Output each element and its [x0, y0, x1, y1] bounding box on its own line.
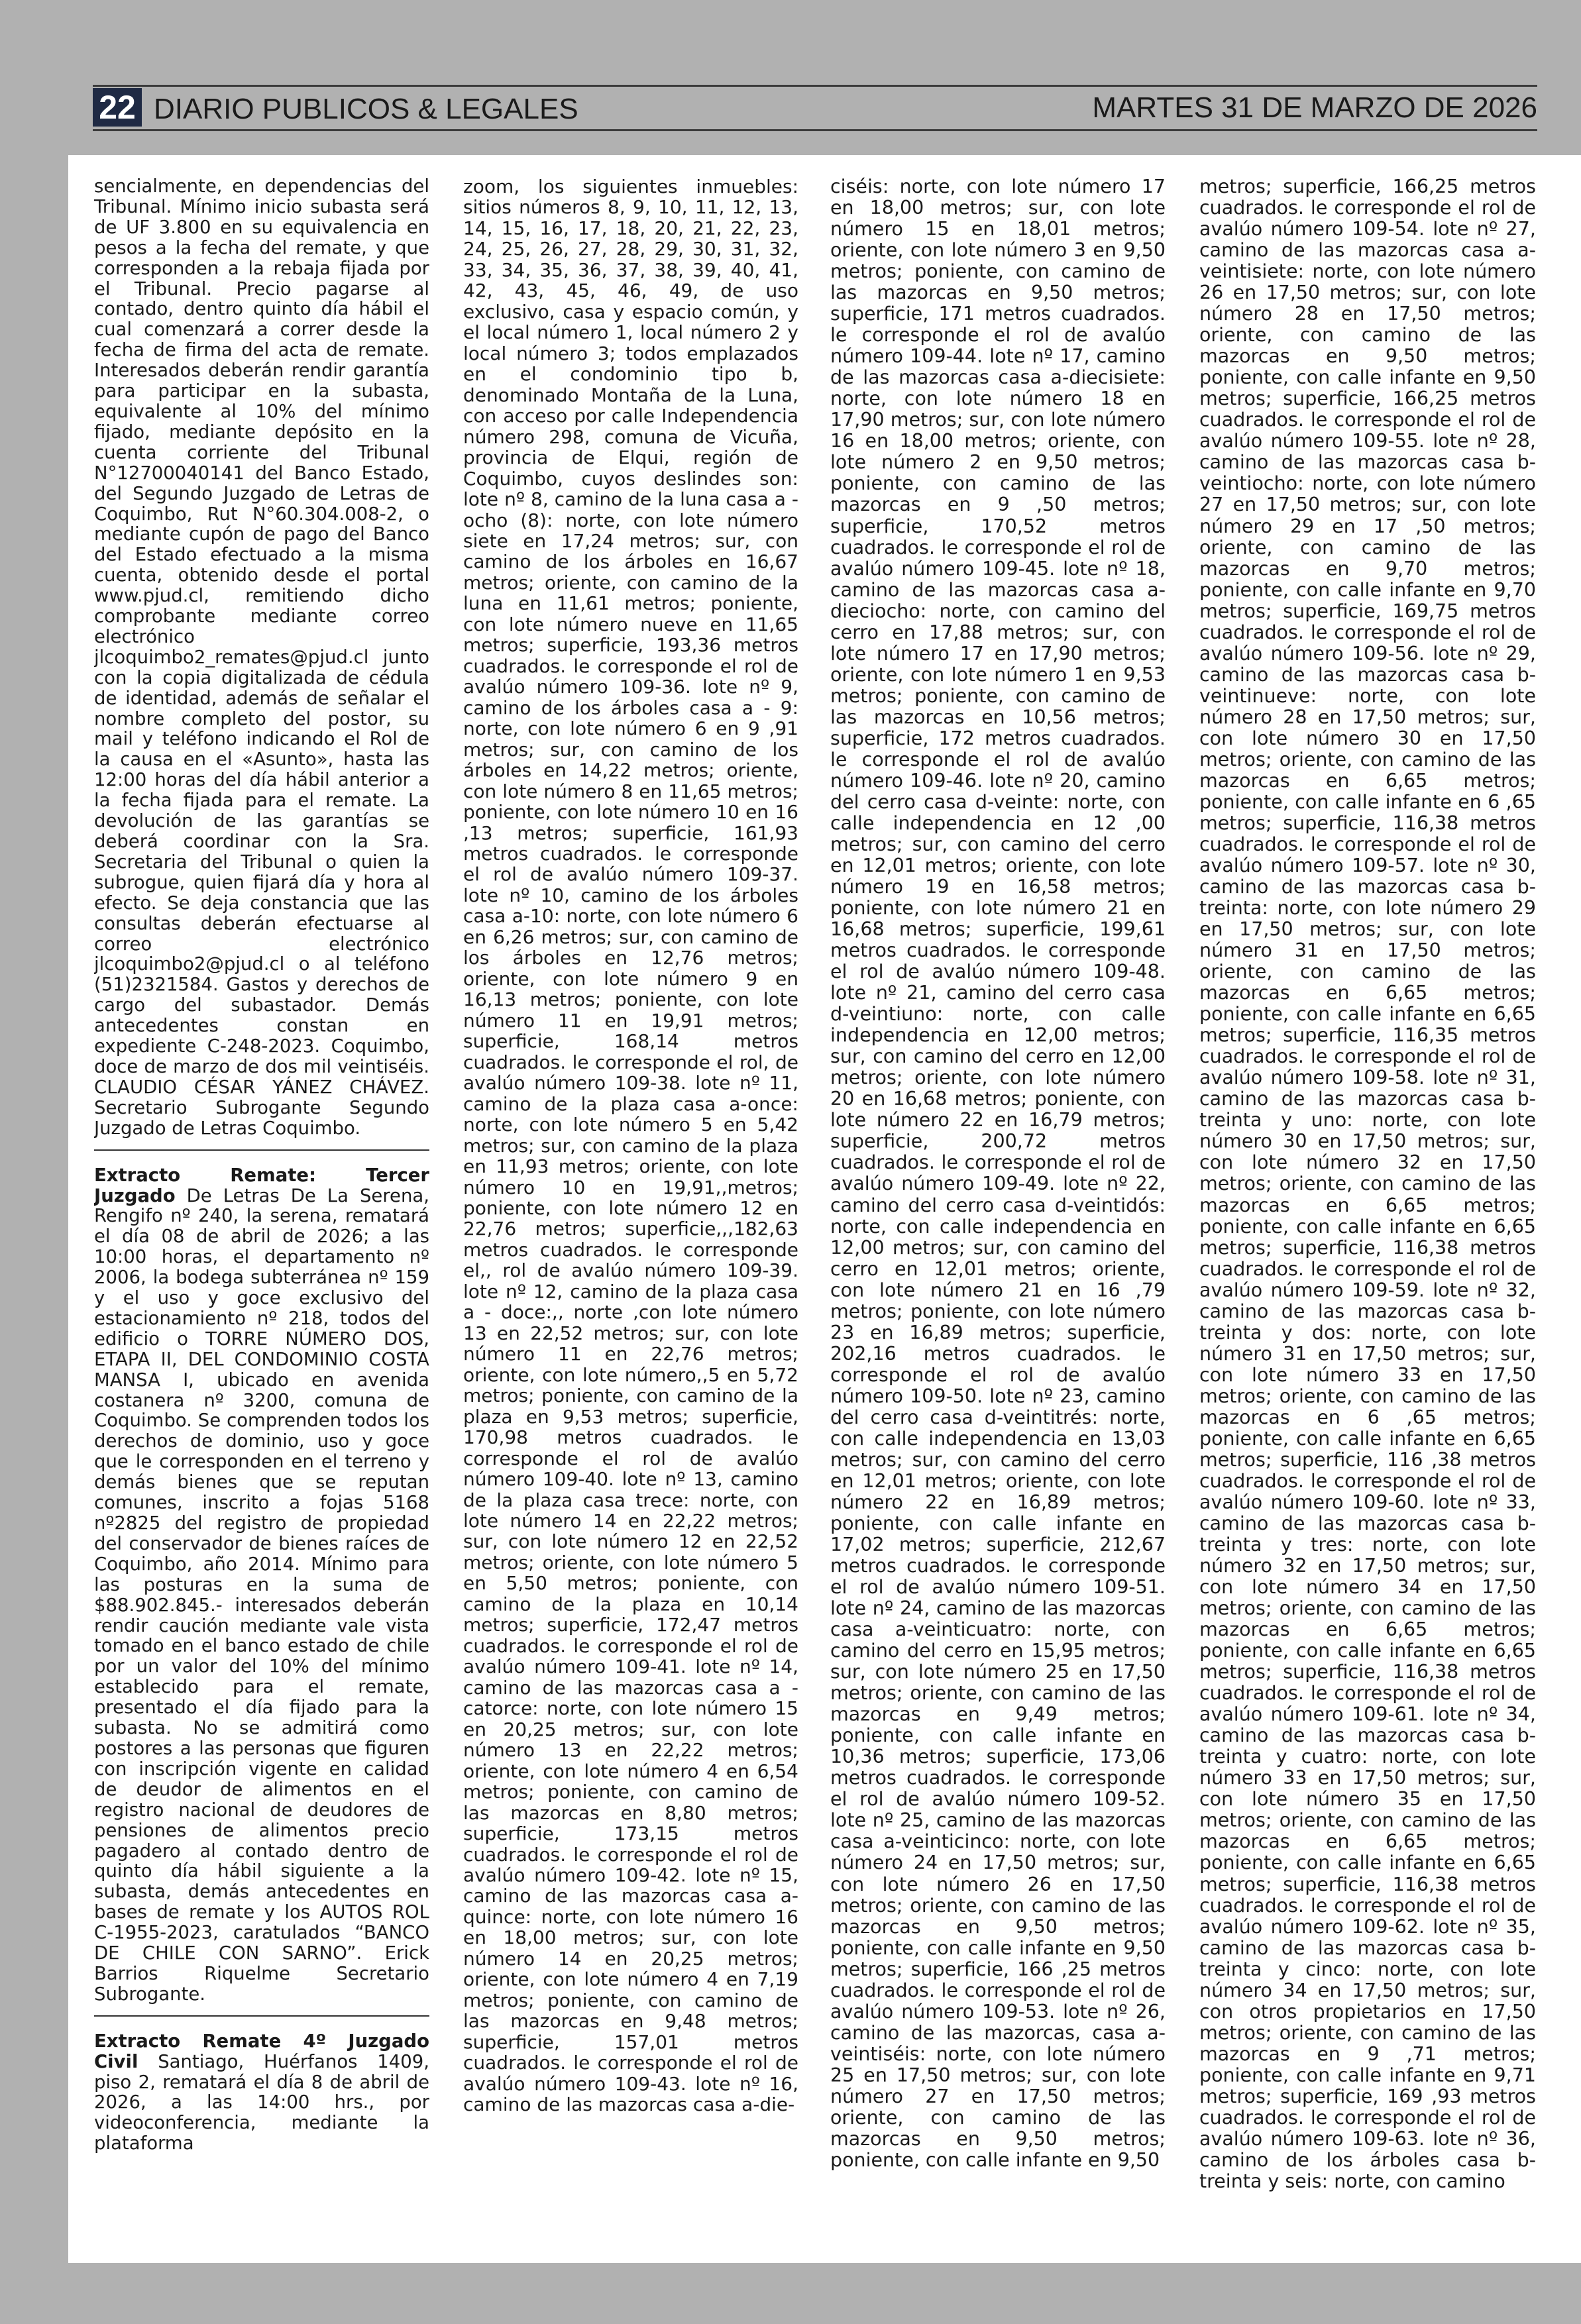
notice-divider: [94, 1149, 429, 1151]
column-2: [463, 176, 798, 2115]
notice-3: [94, 2031, 429, 2154]
page-number: 22: [93, 88, 142, 127]
notice-2-body: De Letras De La Serena, Rengifo nº 240, la serena, rematará el día 08 de abril de 2026; a las 10:00 horas, el departamento nº 2006, la bodega subterránea nº 159 y el uso y goce exclusivo del estacionamiento nº 218, todos del edificio o TORRE NÚMERO DOS, ETAPA II, DEL CONDOMINIO COSTA MANSA I, ubicado en avenida costanera nº 3200, comuna de Coquimbo. Se comprenden todos los derechos de dominio, uso y goce que le corresponden en el terreno y demás bienes que se reputan comunes, inscrito a fojas 5168 nº2825 del registro de propiedad del conservador de bienes raíces de Coquimbo, año 2014. Mínimo para las posturas en la suma de $88.902.845.- interesados deberán rendir caución mediante vale vista tomado en el banco estado de chile por un valor del 10% del mínimo establecido para el remate, presentado el día fijado para la subasta. No se admitirá como postores a las personas que figuren con inscripción vigente en calidad de deudor de alimentos en el registro nacional de deudores de pensiones de alimentos precio pagadero al contado dentro de quinto día hábil siguiente a la subasta, demás antecedentes en bases de remate y los AUTOS ROL C-1955-2023, caratulados “BANCO DE CHILE CON SARNO”. Erick Barrios Riquelme Secretario Subrogante.: [94, 1185, 429, 2005]
notice-3-heading: Extracto Remate 4º Juzgado Civil: [94, 2030, 429, 2072]
publication-date: MARTES 31 DE MARZO DE 2026: [1092, 91, 1537, 124]
notice-3-body-part-4: metros; superficie, 166,25 metros cuadrados. le corresponde el rol de avalúo número 109-54. lote nº 27, camino de las mazorcas casa a-veintisiete: norte, con lote número 26 en 17,50 metros; sur, con lote número 28 en 17,50 metros; oriente, con camino de las mazorcas en 9,50 metros; poniente, con calle infante en 9,50 metros; superficie, 166,25 metros cuadrados. le corresponde el rol de avalúo número 109-55. lote nº 28, camino de las mazorcas casa b-veintiocho: norte, con lote número 27 en 17,50 metros; sur, con lote número 29 en 17 ,50 metros; oriente, con camino de las mazorcas en 9,70 metros; poniente, con calle infante en 9,70 metros; superficie, 169,75 metros cuadrados. le corresponde el rol de avalúo número 109-56. lote nº 29, camino de las mazorcas casa b-veintinueve: norte, con lote número 28 en 17,50 metros; sur, con lote número 30 en 17,50 metros; oriente, con camino de las mazorcas en 6,65 metros; poniente, con calle infante en 6 ,65 metros; superficie, 116,38 metros cuadrados. le corresponde el rol de avalúo número 109-57. lote nº 30, camino de las mazorcas casa b-treinta: norte, con lote número 29 en 17,50 metros; sur, con lote número 31 en 17,50 metros; oriente, con camino de las mazorcas en 6,65 metros; poniente, con calle infante en 6,65 metros; superficie, 116,35 metros cuadrados. le corresponde el rol de avalúo número 109-58. lote nº 31, camino de las mazorcas casa b-treinta y uno: norte, con lote número 30 en 17,50 metros; sur, con lote número 32 en 17,50 metros; oriente, con camino de las mazorcas en 6,65 metros; poniente, con calle infante en 6,65 metros; superficie, 116,38 metros cuadrados. le corresponde el rol de avalúo número 109-59. lote nº 32, camino de las mazorcas casa b-treinta y dos: norte, con lote número 31 en 17,50 metros; sur, con lote número 33 en 17,50 metros; oriente, con camino de las mazorcas en 6 ,65 metros; poniente, con calle infante en 6,65 metros; superficie, 116 ,38 metros cuadrados. le corresponde el rol de avalúo número 109-60. lote nº 33, camino de las mazorcas casa b-treinta y tres: norte, con lote número 32 en 17,50 metros; sur, con lote número 34 en 17,50 metros; oriente, con camino de las mazorcas en 6,65 metros; poniente, con calle infante en 6,65 metros; superficie, 116,38 metros cuadrados. le corresponde el rol de avalúo número 109-61. lote nº 34, camino de las mazorcas casa b-treinta y cuatro: norte, con lote número 33 en 17,50 metros; sur, con lote número 35 en 17,50 metros; oriente, con camino de las mazorcas en 6,65 metros; poniente, con calle infante en 6,65 metros; superficie, 116,38 metros cuadrados. le corresponde el rol de avalúo número 109-62. lote nº 35, camino de las mazorcas casa b-treinta y cinco: norte, con lote número 34 en 17,50 metros; sur, con otros propietarios en 17,50 metros; oriente, con camino de las mazorcas en 9 ,71 metros; poniente, con calle infante en 9,71 metros; superficie, 169 ,93 metros cuadrados. le corresponde el rol de avalúo número 109-63. lote nº 36, camino de los árboles casa b-treinta y seis: norte, con camino: [1199, 176, 1536, 2192]
notice-3-body-part-3: ciséis: norte, con lote número 17 en 18,00 metros; sur, con lote número 15 en 18,01 metros; oriente, con lote número 3 en 9,50 metros; poniente, con camino de las mazorcas en 9,50 metros; superficie, 171 metros cuadrados. le corresponde el rol de avalúo número 109-44. lote nº 17, camino de las mazorcas casa a-diecisiete: norte, con lote número 18 en 17,90 metros; sur, con lote número 16 en 18,00 metros; oriente, con lote número 2 en 9,50 metros; poniente, con camino de las mazorcas en 9 ,50 metros; superficie, 170,52 metros cuadrados. le corresponde el rol de avalúo número 109-45. lote nº 18, camino de las mazorcas casa a-dieciocho: norte, con camino del cerro en 17,88 metros; sur, con lote número 17 en 17,90 metros; oriente, con lote número 1 en 9,53 metros; poniente, con camino de las mazorcas en 10,56 metros; superficie, 172 metros cuadrados. le corresponde el rol de avalúo número 109-46. lote nº 20, camino del cerro casa d-veinte: norte, con calle independencia en 12 ,00 metros; sur, con camino del cerro en 12,01 metros; oriente, con lote número 19 en 16,58 metros; poniente, con lote número 21 en 16,68 metros; superficie, 199,61 metros cuadrados. le corresponde el rol de avalúo número 109-48. lote nº 21, camino del cerro casa d-veintiuno: norte, con calle independencia en 12,00 metros; sur, con camino del cerro en 12,00 metros; oriente, con lote número 20 en 16,68 metros; poniente, con lote número 22 en 16,79 metros; superficie, 200,72 metros cuadrados. le corresponde el rol de avalúo número 109-49. lote nº 22, camino del cerro casa d-veintidós: norte, con calle independencia en 12,00 metros; sur, con camino del cerro en 12,01 metros; oriente, con lote número 21 en 16 ,79 metros; poniente, con lote número 23 en 16,89 metros; superficie, 202,16 metros cuadrados. le corresponde el rol de avalúo número 109-50. lote nº 23, camino del cerro casa d-veintitrés: norte, con calle independencia en 13,03 metros; sur, con camino del cerro en 12,01 metros; oriente, con lote número 22 en 16,89 metros; poniente, con calle infante en 17,02 metros; superficie, 212,67 metros cuadrados. le corresponde el rol de avalúo número 109-51. lote nº 24, camino de las mazorcas casa a-veinticuatro: norte, con camino del cerro en 15,95 metros; sur, con lote número 25 en 17,50 metros; oriente, con camino de las mazorcas en 9,49 metros; poniente, con calle infante en 10,36 metros; superficie, 173,06 metros cuadrados. le corresponde el rol de avalúo número 109-52. lote nº 25, camino de las mazorcas casa a-veinticinco: norte, con lote número 24 en 17,50 metros; sur, con lote número 26 en 17,50 metros; oriente, con camino de las mazorcas en 9,50 metros; poniente, con calle infante en 9,50 metros; superficie, 166 ,25 metros cuadrados. le corresponde el rol de avalúo número 109-53. lote nº 26, camino de las mazorcas, casa a-veintiséis: norte, con lote número 25 en 17,50 metros; sur, con lote número 27 en 17,50 metros; oriente, con camino de las mazorcas en 9,50 metros; poniente, con calle infante en 9,50: [830, 176, 1166, 2171]
column-3: [830, 176, 1166, 2171]
publication-title: DIARIO PUBLICOS & LEGALES: [154, 93, 578, 125]
notice-2-heading: Extracto Remate: Tercer Juzgado: [94, 1164, 429, 1206]
notice-divider: [94, 2015, 429, 2017]
notice-1-body: sencialmente, en dependencias del Tribunal. Mínimo inicio subasta será de UF 3.800 en su equivalencia en pesos a la fecha del remate, y que corresponden a la rebaja fijada por el Tribunal. Precio pagarse al contado, dentro quinto día hábil el cual comenzará a correr desde la fecha de firma del acta de remate. Interesados deberán rendir garantía para participar en la subasta, equivalente al 10% del mínimo fijado, mediante depósito en la cuenta corriente del Tribunal N°12700040141 del Banco Estado, del Segundo Juzgado de Letras de Coquimbo, Rut N°60.304.008-2, o mediante cupón de pago del Banco del Estado efectuado a la misma cuenta, obtenido desde el portal www.pjud.cl, remitiendo dicho comprobante mediante correo electrónico jlcoquimbo2_remates@pjud.cl junto con la copia digitalizada de cédula de identidad, además de señalar el nombre completo del postor, su mail y teléfono indicando el Rol de la causa en el «Asunto», hasta las 12:00 horas del día hábil anterior a la fecha fijada para el remate. La devolución de las garantías se deberá coordinar con la Sra. Secretaria del Tribunal o quien la subrogue, quien fijará día y hora al efecto. Se deja constancia que las consultas deberán efectuarse al correo electrónico jlcoquimbo2@pjud.cl o al teléfono (51)2321584. Gastos y derechos de cargo del subastador. Demás antecedentes constan en expediente C-248-2023. Coquimbo, doce de marzo de dos mil veintiséis. CLAUDIO CÉSAR YÁNEZ CHÁVEZ. Secretario Subrogante Segundo Juzgado de Letras Coquimbo.: [94, 176, 429, 1139]
notice-3-body-part-1: Santiago, Huérfanos 1409, piso 2, rematará el día 8 de abril de 2026, a las 14:00 hrs., por videoconferencia, mediante la plataforma: [94, 2050, 429, 2154]
notice-3-body-part-2: zoom, los siguientes inmuebles: sitios números 8, 9, 10, 11, 12, 13, 14, 15, 16, 17, 18, 20, 21, 22, 23, 24, 25, 26, 27, 28, 29, 30, 31, 32, 33, 34, 35, 36, 37, 38, 39, 40, 41, 42, 43, 45, 46, 49, de uso exclusivo, casa y espacio común, y el local número 1, local número 2 y local número 3; todos emplazados en el condominio tipo b, denominado Montaña de la Luna, con acceso por calle Independencia número 298, comuna de Vicuña, provincia de Elqui, región de Coquimbo, cuyos deslindes son: lote nº 8, camino de la luna casa a - ocho (8): norte, con lote número siete en 17,24 metros; sur, con camino de los árboles en 16,67 metros; oriente, con camino de la luna en 11,61 metros; poniente, con lote número nueve en 11,65 metros; superficie, 193,36 metros cuadrados. le corresponde el rol de avalúo número 109-36. lote nº 9, camino de los árboles casa a - 9: norte, con lote número 6 en 9 ,91 metros; sur, con camino de los árboles en 14,22 metros; oriente, con lote número 8 en 11,65 metros; poniente, con lote número 10 en 16 ,13 metros; superficie, 161,93 metros cuadrados. le corresponde el rol de avalúo número 109-37. lote nº 10, camino de los árboles casa a-10: norte, con lote número 6 en 6,26 metros; sur, con camino de los árboles en 12,76 metros; oriente, con lote número 9 en 16,13 metros; poniente, con lote número 11 en 19,91 metros; superficie, 168,14 metros cuadrados. le corresponde el rol, de avalúo número 109-38. lote nº 11, camino de la plaza casa a-once: norte, con lote número 5 en 5,42 metros; sur, con camino de la plaza en 11,93 metros; oriente, con lote número 10 en 19,91,,metros; poniente, con lote número 12 en 22,76 metros; superficie,,,182,63 metros cuadrados. le corresponde el,, rol de avalúo número 109-39. lote nº 12, camino de la plaza casa a - doce:,, norte ,con lote número 13 en 22,52 metros; sur, con lote número 11 en 22,76 metros; oriente, con lote número,,5 en 5,72 metros; poniente, con camino de la plaza en 9,53 metros; superficie, 170,98 metros cuadrados. le corresponde el rol de avalúo número 109-40. lote nº 13, camino de la plaza casa trece: norte, con lote número 14 en 22,22 metros; sur, con lote número 12 en 22,52 metros; oriente, con lote número 5 en 5,50 metros; poniente, con camino de la plaza en 10,14 metros; superficie, 172,47 metros cuadrados. le corresponde el rol de avalúo número 109-41. lote nº 14, camino de las mazorcas casa a - catorce: norte, con lote número 15 en 20,25 metros; sur, con lote número 13 en 22,22 metros; oriente, con lote número 4 en 6,54 metros; poniente, con camino de las mazorcas en 8,80 metros; superficie, 173,15 metros cuadrados. le corresponde el rol de avalúo número 109-42. lote nº 15, camino de las mazorcas casa a-quince: norte, con lote número 16 en 18,00 metros; sur, con lote número 14 en 20,25 metros; oriente, con lote número 4 en 7,19 metros; poniente, con camino de las mazorcas en 9,48 metros; superficie, 157,01 metros cuadrados. le corresponde el rol de avalúo número 109-43. lote nº 16, camino de las mazorcas casa a-die-: [463, 176, 798, 2115]
column-4: [1199, 176, 1536, 2192]
page-header: [93, 85, 1537, 131]
notice-2: [94, 1165, 429, 2005]
column-1: [94, 176, 429, 2154]
